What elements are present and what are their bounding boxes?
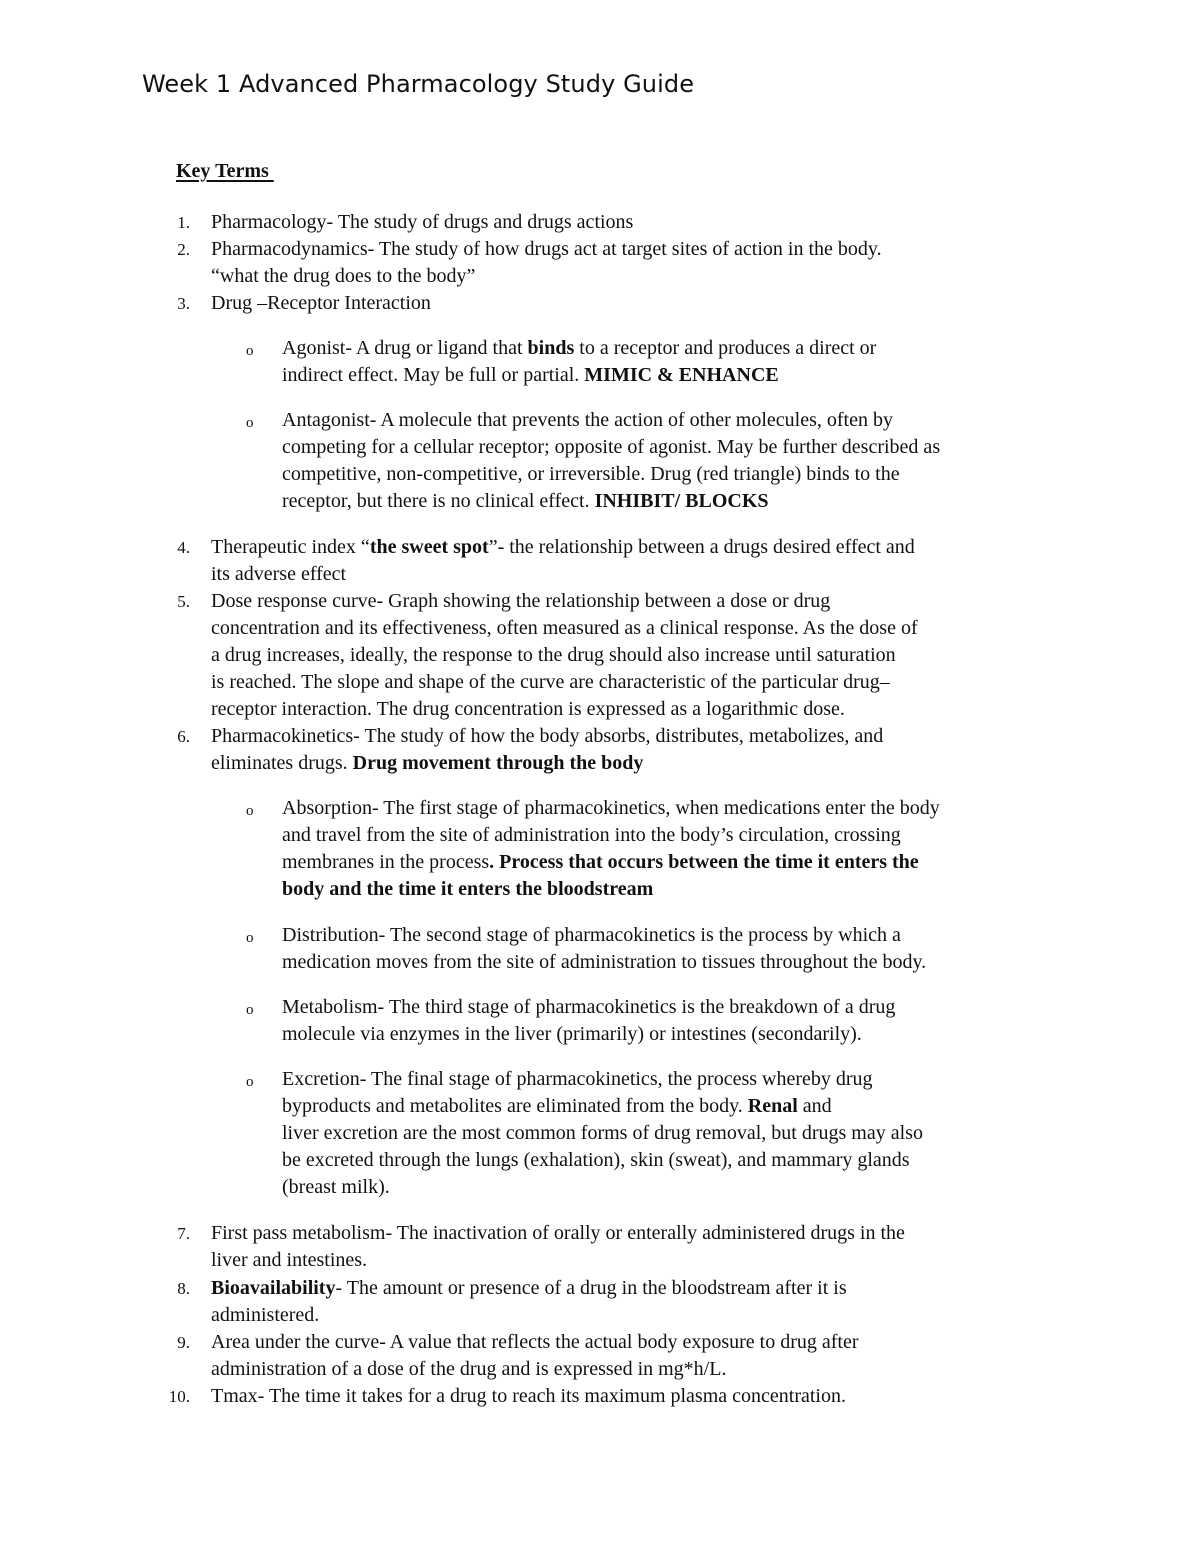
item-text: Area under the curve- A value that reflects the actual body exposure to drug after bbox=[211, 1331, 859, 1353]
item-text: Distribution- The second stage of pharmacokinetics is the process by which a bbox=[282, 924, 901, 946]
list-number: 9. bbox=[177, 1333, 190, 1352]
emphasis-text: Bioavailability bbox=[211, 1277, 336, 1299]
item-text: molecule via enzymes in the liver (primarily) or intestines (secondarily). bbox=[282, 1023, 862, 1045]
list-number: 7. bbox=[177, 1224, 190, 1243]
item-text: Metabolism- The third stage of pharmacokinetics is the breakdown of a drug bbox=[282, 996, 896, 1018]
item-text: indirect effect. May be full or partial. bbox=[282, 364, 585, 386]
emphasis-text: MIMIC & ENHANCE bbox=[584, 364, 779, 386]
item-text: Pharmacokinetics- The study of how the body absorbs, distributes, metabolizes, and bbox=[211, 725, 884, 747]
document-title: Week 1 Advanced Pharmacology Study Guide bbox=[142, 70, 695, 98]
item-text: to a receptor and produces a direct or bbox=[574, 337, 877, 359]
item-text: Excretion- The final stage of pharmacokinetics, the process whereby drug bbox=[282, 1068, 873, 1090]
item-text: membranes in the process bbox=[282, 851, 490, 873]
item-text: competing for a cellular receptor; opposite of agonist. May be further described as bbox=[282, 436, 941, 458]
emphasis-text: . Process that occurs between the time it enters the bbox=[489, 851, 919, 873]
list-number: 8. bbox=[177, 1279, 190, 1298]
item-text: be excreted through the lungs (exhalation), skin (sweat), and mammary glands bbox=[282, 1149, 910, 1171]
bullet-icon: o bbox=[246, 1002, 254, 1018]
item-text: Absorption- The first stage of pharmacokinetics, when medications enter the body bbox=[282, 797, 940, 819]
item-text: receptor interaction. The drug concentration is expressed as a logarithmic dose. bbox=[211, 698, 845, 720]
item-text: ”- the relationship between a drugs desired effect and bbox=[488, 536, 915, 558]
emphasis-text: body and the time it enters the bloodstream bbox=[282, 878, 654, 900]
list-number: 1. bbox=[177, 213, 190, 232]
item-text: “what the drug does to the body” bbox=[211, 265, 476, 287]
list-number: 5. bbox=[177, 592, 190, 611]
list-number: 4. bbox=[177, 538, 190, 557]
item-text: and bbox=[797, 1095, 832, 1117]
item-text: a drug increases, ideally, the response to the drug should also increase until saturation bbox=[211, 644, 896, 666]
item-text: Pharmacology- The study of drugs and drugs actions bbox=[211, 211, 634, 233]
item-text: Agonist- A drug or ligand that bbox=[282, 337, 528, 359]
item-text: Therapeutic index “ bbox=[211, 536, 370, 558]
bullet-icon: o bbox=[246, 343, 254, 359]
emphasis-text: binds bbox=[527, 337, 575, 359]
item-text: First pass metabolism- The inactivation of orally or enterally administered drugs in the bbox=[211, 1222, 905, 1244]
bullet-icon: o bbox=[246, 803, 254, 819]
item-text: administered. bbox=[211, 1304, 320, 1326]
item-text: Tmax- The time it takes for a drug to reach its maximum plasma concentration. bbox=[211, 1385, 846, 1407]
item-text: and travel from the site of administration into the body’s circulation, crossing bbox=[282, 824, 901, 846]
item-text: concentration and its effectiveness, often measured as a clinical response. As the dose of bbox=[211, 617, 918, 639]
item-text: Pharmacodynamics- The study of how drugs act at target sites of action in the body. bbox=[211, 238, 882, 260]
bullet-icon: o bbox=[246, 930, 254, 946]
item-text: Dose response curve- Graph showing the relationship between a dose or drug bbox=[211, 590, 831, 612]
item-text: Antagonist- A molecule that prevents the action of other molecules, often by bbox=[282, 409, 893, 431]
emphasis-text: Drug movement through the body bbox=[352, 752, 644, 774]
list-number: 6. bbox=[177, 727, 190, 746]
item-text: - The amount or presence of a drug in the bloodstream after it is bbox=[335, 1277, 847, 1299]
list-number: 2. bbox=[177, 240, 190, 259]
item-text: byproducts and metabolites are eliminated from the body. bbox=[282, 1095, 748, 1117]
item-text: administration of a dose of the drug and is expressed in mg*h/L. bbox=[211, 1358, 727, 1380]
list-number: 10. bbox=[168, 1387, 190, 1406]
item-text: eliminates drugs. bbox=[211, 752, 353, 774]
bullet-icon: o bbox=[246, 415, 254, 431]
emphasis-text: the sweet spot bbox=[369, 536, 489, 558]
bullet-icon: o bbox=[246, 1074, 254, 1090]
item-text: receptor, but there is no clinical effect. bbox=[282, 490, 595, 512]
item-text: its adverse effect bbox=[211, 563, 347, 585]
item-text: competitive, non-competitive, or irreversible. Drug (red triangle) binds to the bbox=[282, 463, 900, 485]
item-text: (breast milk). bbox=[282, 1176, 390, 1198]
section-heading: Key Terms bbox=[176, 160, 274, 182]
emphasis-text: INHIBIT/ BLOCKS bbox=[594, 490, 769, 512]
item-text: liver excretion are the most common forms of drug removal, but drugs may also bbox=[282, 1122, 923, 1144]
item-text: liver and intestines. bbox=[211, 1249, 368, 1271]
item-text: is reached. The slope and shape of the curve are characteristic of the particular drug– bbox=[211, 671, 890, 693]
emphasis-text: Renal bbox=[747, 1095, 798, 1117]
item-text: Drug –Receptor Interaction bbox=[211, 292, 431, 314]
item-text: medication moves from the site of administration to tissues throughout the body. bbox=[282, 951, 927, 973]
list-number: 3. bbox=[177, 294, 190, 313]
